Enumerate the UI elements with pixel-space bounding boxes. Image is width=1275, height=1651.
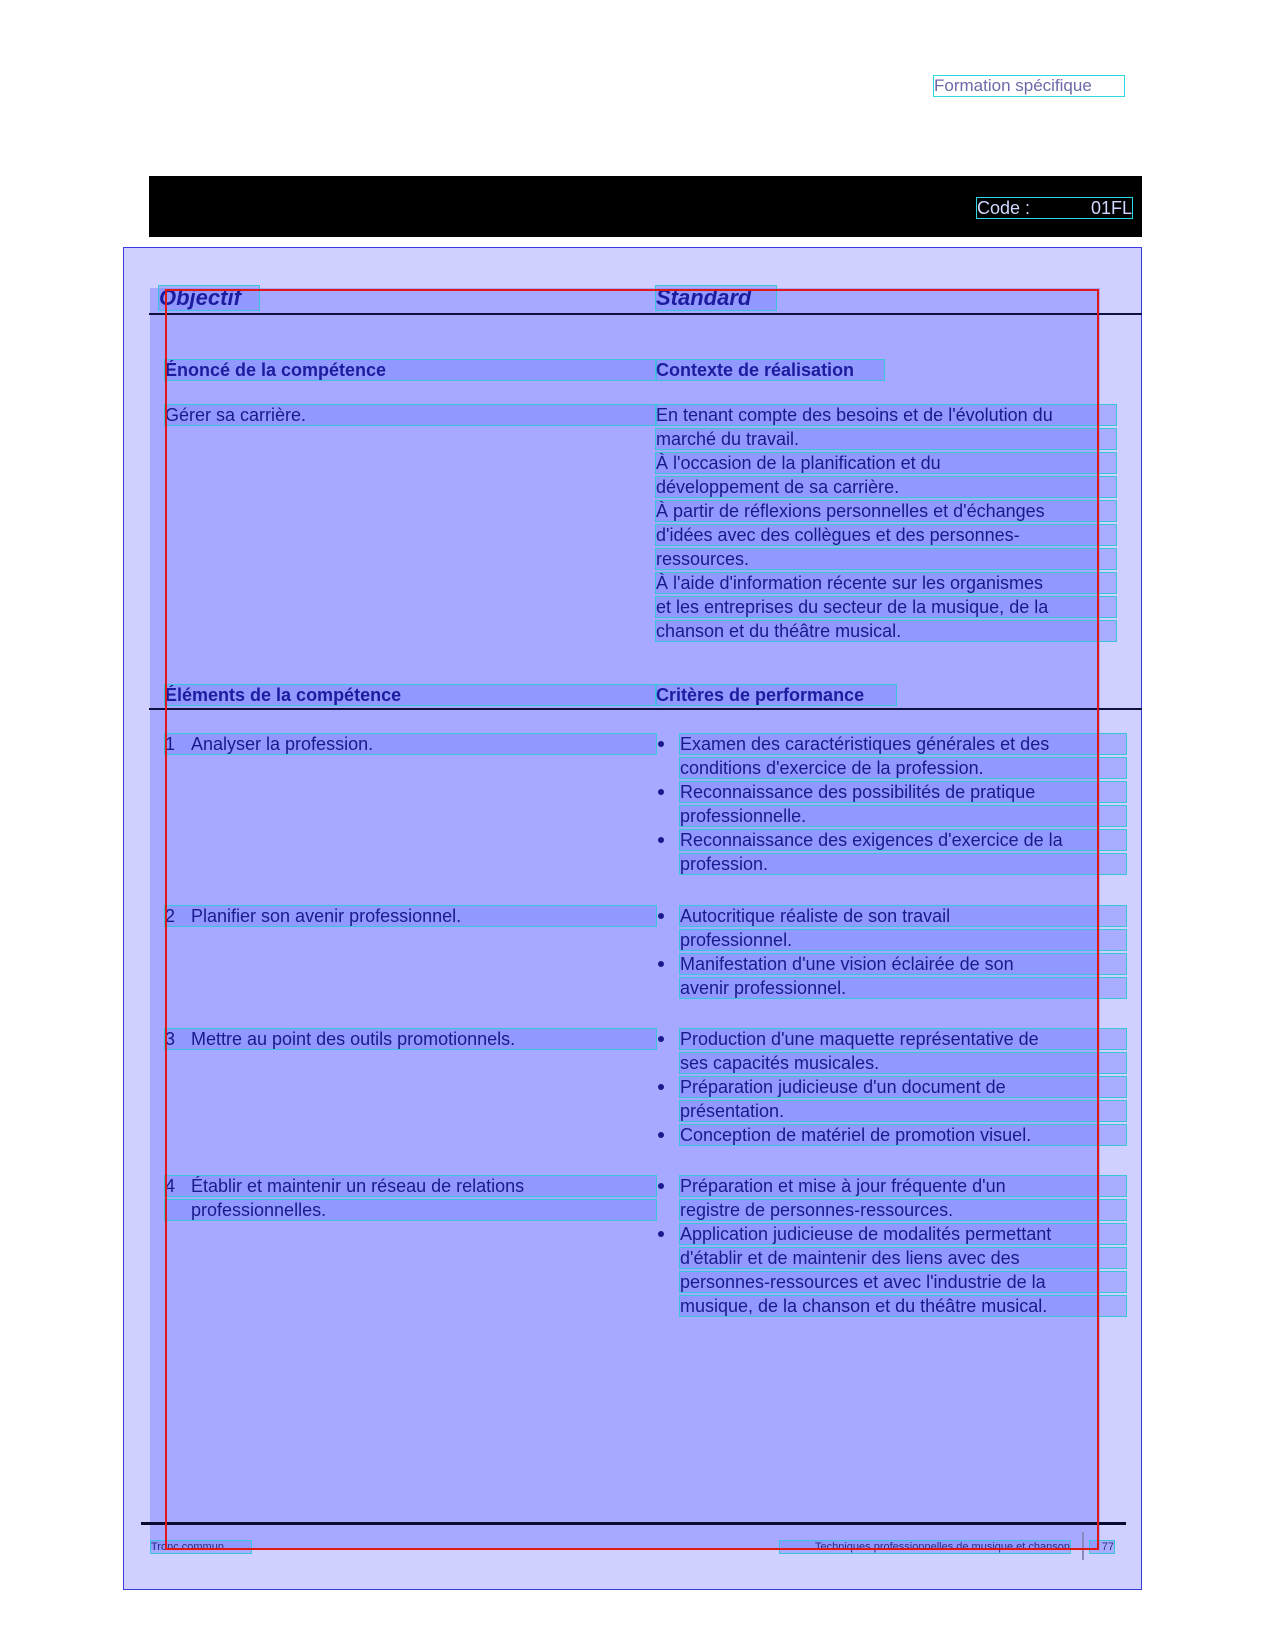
criterion-line: d'établir et de maintenir des liens avec des (680, 1248, 1126, 1268)
standard-column-title: Standard (656, 286, 776, 310)
element-text: Mettre au point des outils promotionnels. (191, 1029, 516, 1049)
footer-left: Tronc commun (151, 1541, 251, 1553)
context-line: et les entreprises du secteur de la musique, de la (656, 597, 1116, 617)
criterion-line: Reconnaissance des possibilités de pratique (680, 782, 1126, 802)
element-number: 2 (165, 906, 176, 926)
context-line: chanson et du théâtre musical. (656, 621, 1116, 641)
criterion-line: Conception de matériel de promotion visuel. (680, 1125, 1126, 1145)
criterion-line: Application judicieuse de modalités permettant (680, 1224, 1126, 1244)
page-number: 77 (1090, 1541, 1114, 1553)
criterion-line: profession. (680, 854, 1126, 874)
criterion-line: registre de personnes-ressources. (680, 1200, 1126, 1220)
course-code (977, 198, 1132, 218)
context-line: ressources. (656, 549, 1116, 569)
context-line: marché du travail. (656, 429, 1116, 449)
context-line: développement de sa carrière. (656, 477, 1116, 497)
context-line: En tenant compte des besoins et de l'évolution du (656, 405, 1116, 425)
criterion-line: avenir professionnel. (680, 978, 1126, 998)
competence-text: Gérer sa carrière. (165, 405, 656, 425)
criterion-line: Autocritique réaliste de son travail (680, 906, 1126, 926)
criterion-line: Préparation et mise à jour fréquente d'un (680, 1176, 1126, 1196)
footer-program: Techniques professionnelles de musique et chanson (780, 1541, 1070, 1553)
program-type-label: Formation spécifique (934, 76, 1124, 96)
element-text: Analyser la profession. (191, 734, 374, 754)
element-number: 4 (165, 1176, 176, 1196)
criterion-line: ses capacités musicales. (680, 1053, 1126, 1073)
criterion-line: Préparation judicieuse d'un document de (680, 1077, 1126, 1097)
objective-column-title: Objectif (159, 286, 259, 310)
context-line: À l'occasion de la planification et du (656, 453, 1116, 473)
criteria-heading: Critères de performance (656, 685, 896, 705)
element-number: 3 (165, 1029, 176, 1049)
context-line: À partir de réflexions personnelles et d'échanges (656, 501, 1116, 521)
criterion-line: professionnelle. (680, 806, 1126, 826)
element-text: Établir et maintenir un réseau de relations (191, 1176, 525, 1196)
code-label: Code : (977, 198, 1031, 218)
criterion-line: Reconnaissance des exigences d'exercice de la (680, 830, 1126, 850)
competence-heading: Énoncé de la compétence (165, 360, 656, 380)
criterion-line: musique, de la chanson et du théâtre musical. (680, 1296, 1126, 1316)
element-number: 1 (165, 734, 176, 754)
criterion-line: Examen des caractéristiques générales et des (680, 734, 1126, 754)
elements-heading: Éléments de la compétence (165, 685, 656, 705)
criterion-line: Production d'une maquette représentative de (680, 1029, 1126, 1049)
element-text: professionnelles. (165, 1200, 656, 1220)
code-value: 01FL (1090, 198, 1132, 218)
criterion-line: personnes-ressources et avec l'industrie de la (680, 1272, 1126, 1292)
context-heading: Contexte de réalisation (656, 360, 884, 380)
context-line: d'idées avec des collègues et des personnes- (656, 525, 1116, 545)
criterion-line: présentation. (680, 1101, 1126, 1121)
criterion-line: professionnel. (680, 930, 1126, 950)
element-text: Planifier son avenir professionnel. (191, 906, 462, 926)
selection-frame (165, 289, 1099, 1550)
context-line: À l'aide d'information récente sur les organismes (656, 573, 1116, 593)
criterion-line: Manifestation d'une vision éclairée de son (680, 954, 1126, 974)
criterion-line: conditions d'exercice de la profession. (680, 758, 1126, 778)
